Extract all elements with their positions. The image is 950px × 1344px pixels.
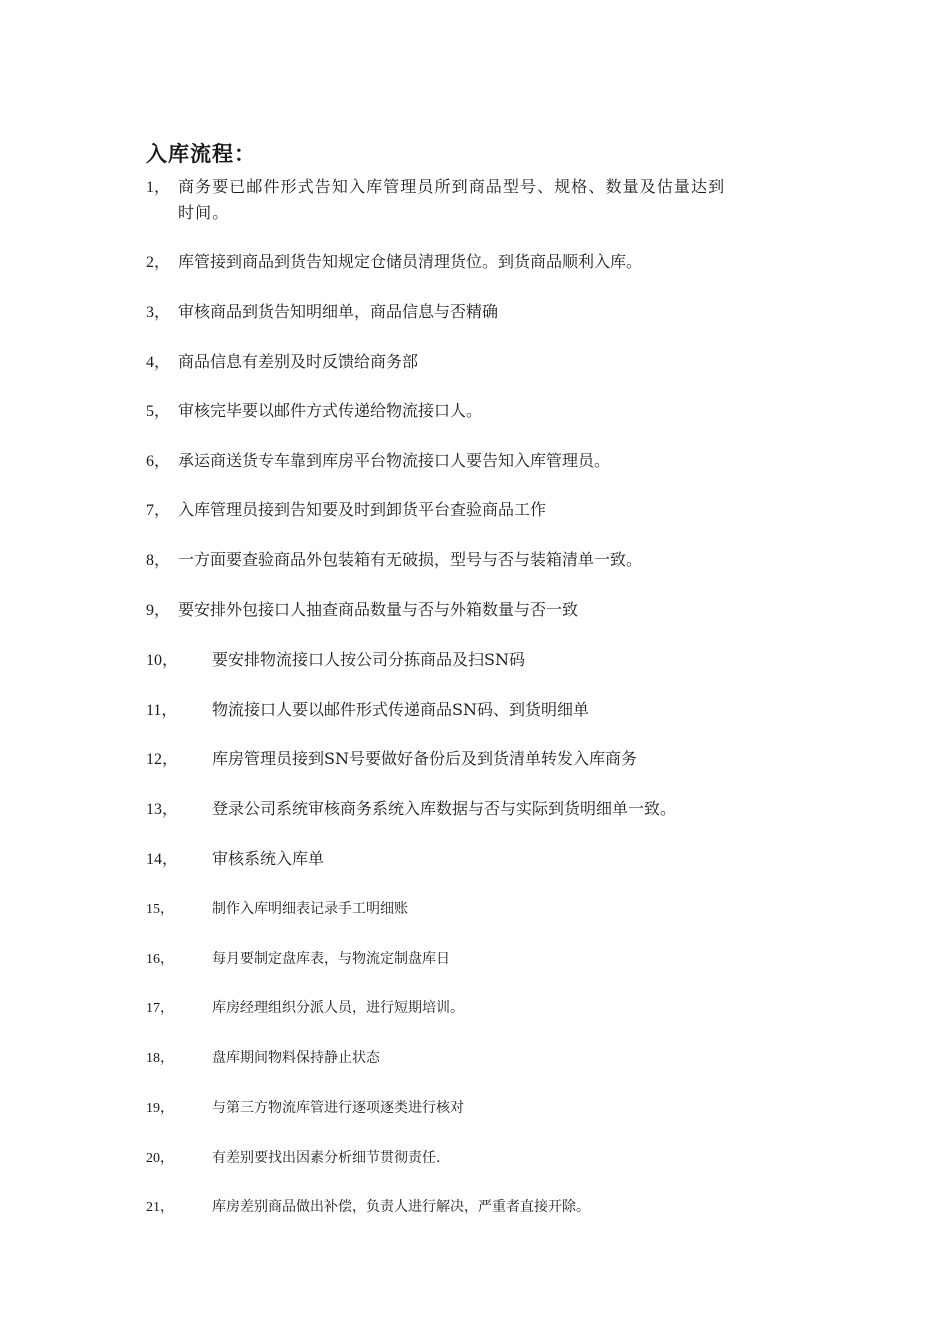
item-number: 7， [146,502,171,519]
item-number: 5， [146,403,171,420]
list-item [146,746,826,773]
item-number: 12， [146,751,179,768]
item-number: 15， [146,902,174,917]
item-text: 有差别要找出因素分析细节贯彻责任. [212,1150,441,1166]
list-item [146,349,826,376]
item-text: 制作入库明细表记录手工明细账 [212,901,408,917]
list-item [146,448,826,475]
list-item [146,946,826,973]
item-number: 21， [146,1200,174,1215]
item-number: 18， [146,1051,174,1066]
item-text: 审核完毕要以邮件方式传递给物流接口人。 [178,401,483,420]
item-number: 1， [146,179,171,196]
list-item [146,249,826,276]
item-text: 要安排外包接口人抽查商品数量与否与外箱数量与否一致 [178,600,579,619]
item-number: 6， [146,453,171,470]
item-number: 4， [146,354,171,371]
page-title: 入库流程： [146,142,256,166]
item-number: 8， [146,552,171,569]
item-number: 9， [146,602,171,619]
list-item [146,1045,826,1072]
item-text: 库房差别商品做出补偿，负责人进行解决，严重者直接开除。 [212,1199,590,1215]
list-item [146,1194,826,1221]
item-text: 库房经理组织分派人员，进行短期培训。 [212,1000,464,1016]
list-item [146,1145,826,1172]
list-item [146,398,826,425]
list-item [146,995,826,1022]
item-text: 审核商品到货告知明细单，商品信息与否精确 [178,302,499,321]
item-text: 要安排物流接口人按公司分拣商品及扫SN码 [212,650,525,669]
item-number: 3， [146,304,171,321]
list-item [146,647,826,674]
item-text: 库房管理员接到SN号要做好备份后及到货清单转发入库商务 [212,749,637,768]
list-item [146,896,826,923]
item-number: 17， [146,1001,174,1016]
item-text-continued: 时间。 [178,203,230,222]
item-text: 每月要制定盘库表，与物流定制盘库日 [212,951,450,967]
item-text: 盘库期间物料保持静止状态 [212,1050,380,1066]
item-number: 13， [146,801,179,818]
item-text: 物流接口人要以邮件形式传递商品SN码、到货明细单 [212,700,589,719]
item-text: 商务要已邮件形式告知入库管理员所到商品型号、规格、数量及估量达到 [178,177,726,196]
item-number: 16， [146,952,174,967]
item-number: 2， [146,254,171,271]
list-item [146,1095,826,1122]
list-item [146,846,826,873]
list-item [146,796,826,823]
item-text: 登录公司系统审核商务系统入库数据与否与实际到货明细单一致。 [212,799,677,818]
list-item [146,497,826,524]
item-text: 与第三方物流库管进行逐项逐类进行核对 [212,1100,464,1116]
list-item [146,697,826,724]
item-text: 入库管理员接到告知要及时到卸货平台查验商品工作 [178,500,547,519]
item-text: 承运商送货专车靠到库房平台物流接口人要告知入库管理员。 [178,451,611,470]
item-number: 14， [146,851,179,868]
item-number: 10， [146,652,179,669]
list-item [146,174,826,226]
item-text: 库管接到商品到货告知规定仓储员清理货位。到货商品顺利入库。 [178,252,643,271]
item-number: 11， [146,702,178,719]
list-item [146,299,826,326]
item-text: 审核系统入库单 [212,849,325,868]
item-number: 20， [146,1151,174,1166]
list-item [146,547,826,574]
item-text: 商品信息有差别及时反馈给商务部 [178,352,419,371]
list-item [146,597,826,624]
item-text: 一方面要查验商品外包装箱有无破损，型号与否与装箱清单一致。 [178,550,643,569]
item-number: 19， [146,1101,174,1116]
